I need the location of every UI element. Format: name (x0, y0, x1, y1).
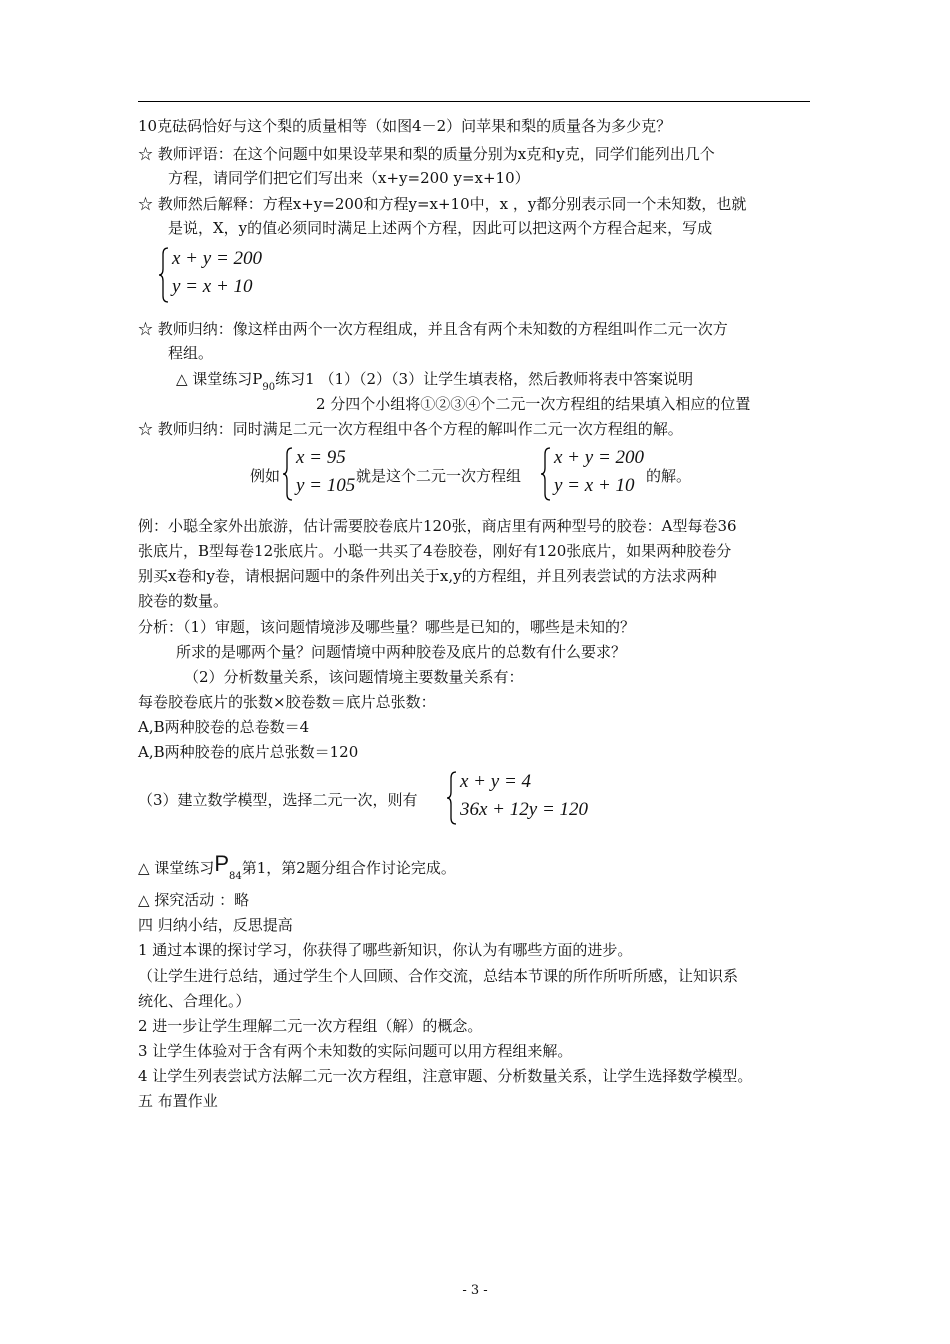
text-line: 张底片，B型每卷12张底片。小聪一共买了4卷胶卷，刚好有120张底片，如果两种胶卷分 (138, 542, 732, 560)
equation: x + y = 200 (554, 447, 645, 468)
text-line: 所求的是哪两个量？问题情境中两种胶卷及底片的总数有什么要求？ (176, 643, 627, 661)
page-number: - 3 - (462, 1283, 488, 1298)
section-heading: 四 归纳小结，反思提高 (138, 916, 293, 934)
text-line: A,B两种胶卷的底片总张数＝120 (138, 743, 359, 761)
equation-system (158, 246, 288, 304)
equation: x = 95 (296, 447, 346, 468)
text-line: （让学生进行总结，通过学生个人回顾、合作交流，总结本节课的所作所听所感，让知识系 (138, 967, 739, 985)
brace-icon (158, 246, 170, 304)
text-line: 10克砝码恰好与这个梨的质量相等（如图4－2）问苹果和梨的质量各为多少克？ (138, 117, 672, 135)
equation: y = x + 10 (172, 276, 253, 297)
text-line (138, 851, 456, 882)
text-line: ☆ 教师评语：在这个问题中如果设苹果和梨的质量分别为x克和y克，同学们能列出几个 (138, 145, 715, 163)
page-symbol: P (214, 851, 229, 876)
equation-system (446, 770, 596, 826)
text-line: 统化、合理化。） (138, 992, 251, 1010)
text-line: 例如 (250, 467, 281, 485)
text-line: 例：小聪全家外出旅游，估计需要胶卷底片120张，商店里有两种型号的胶卷：A型每卷36 (138, 517, 737, 535)
equation: y = 105 (296, 475, 356, 496)
section-heading: 五 布置作业 (138, 1092, 218, 1110)
text-line: ☆ 教师归纳：同时满足二元一次方程组中各个方程的解叫作二元一次方程组的解。 (138, 420, 683, 438)
page-subscript: 90 (262, 382, 276, 393)
equation: x + y = 4 (460, 771, 532, 792)
text-line: 每卷胶卷底片的张数×胶卷数＝底片总张数： (138, 693, 436, 711)
text-line: A,B两种胶卷的总卷数＝4 (138, 718, 310, 736)
exercise-text: 第1，第2题分组合作讨论完成。 (241, 859, 456, 877)
brace-icon (446, 770, 458, 826)
text-line: 别买x卷和y卷，请根据问题中的条件列出关于x,y的方程组，并且列表尝试的方法求两种 (138, 567, 717, 585)
text-line: 2 进一步让学生理解二元一次方程组（解）的概念。 (138, 1017, 483, 1035)
text-line: ☆ 教师然后解释：方程x+y=200和方程y=x+10中，x ，y都分别表示同一个未知数，也就 (138, 195, 747, 213)
brace-icon (282, 446, 294, 502)
equation: 36x + 12y = 120 (460, 799, 589, 820)
text-line: △ 探究活动 ：略 (138, 891, 250, 909)
text-line: 2 分四个小组将①②③④个二元一次方程组的结果填入相应的位置 (316, 395, 751, 413)
equation-system (282, 446, 362, 502)
text-line: 1 通过本课的探讨学习，你获得了哪些新知识，你认为有哪些方面的进步。 (138, 941, 633, 959)
text-line: 4 让学生列表尝试方法解二元一次方程组，注意审题、分析数量关系，让学生选择数学模型。 (138, 1067, 753, 1085)
text-line: 分析：（1）审题，该问题情境涉及哪些量？哪些是已知的，哪些是未知的？ (138, 618, 636, 636)
page-subscript: 84 (229, 871, 242, 882)
header-rule (138, 101, 810, 102)
exercise-label: △ 课堂练习 (138, 859, 215, 877)
text-line: 胶卷的数量。 (138, 592, 229, 610)
text-line: 方程，请同学们把它们写出来（x+y=200 y=x+10） (168, 169, 530, 187)
equation: x + y = 200 (172, 248, 263, 269)
text-line: 3 让学生体验对于含有两个未知数的实际问题可以用方程组来解。 (138, 1042, 573, 1060)
text-line: 的解。 (646, 467, 692, 485)
exercise-text: 练习1 （1）（2）（3）让学生填表格，然后教师将表中答案说明 (275, 370, 694, 388)
text-line: ☆ 教师归纳：像这样由两个一次方程组成，并且含有两个未知数的方程组叫作二元一次方 (138, 320, 728, 338)
text-line: 是说，X，y的值必须同时满足上述两个方程，因此可以把这两个方程合起来，写成 (168, 219, 713, 237)
text-line (176, 369, 694, 393)
text-line: （2）分析数量关系，该问题情境主要数量关系有： (184, 668, 524, 686)
equation: y = x + 10 (554, 475, 635, 496)
text-line: 就是这个二元一次方程组 (356, 467, 522, 485)
equation-system (540, 446, 650, 502)
brace-icon (540, 446, 552, 502)
exercise-label: △ 课堂练习P (176, 370, 263, 388)
text-line: （3）建立数学模型，选择二元一次，则有 (138, 791, 418, 809)
text-line: 程组。 (168, 344, 214, 362)
